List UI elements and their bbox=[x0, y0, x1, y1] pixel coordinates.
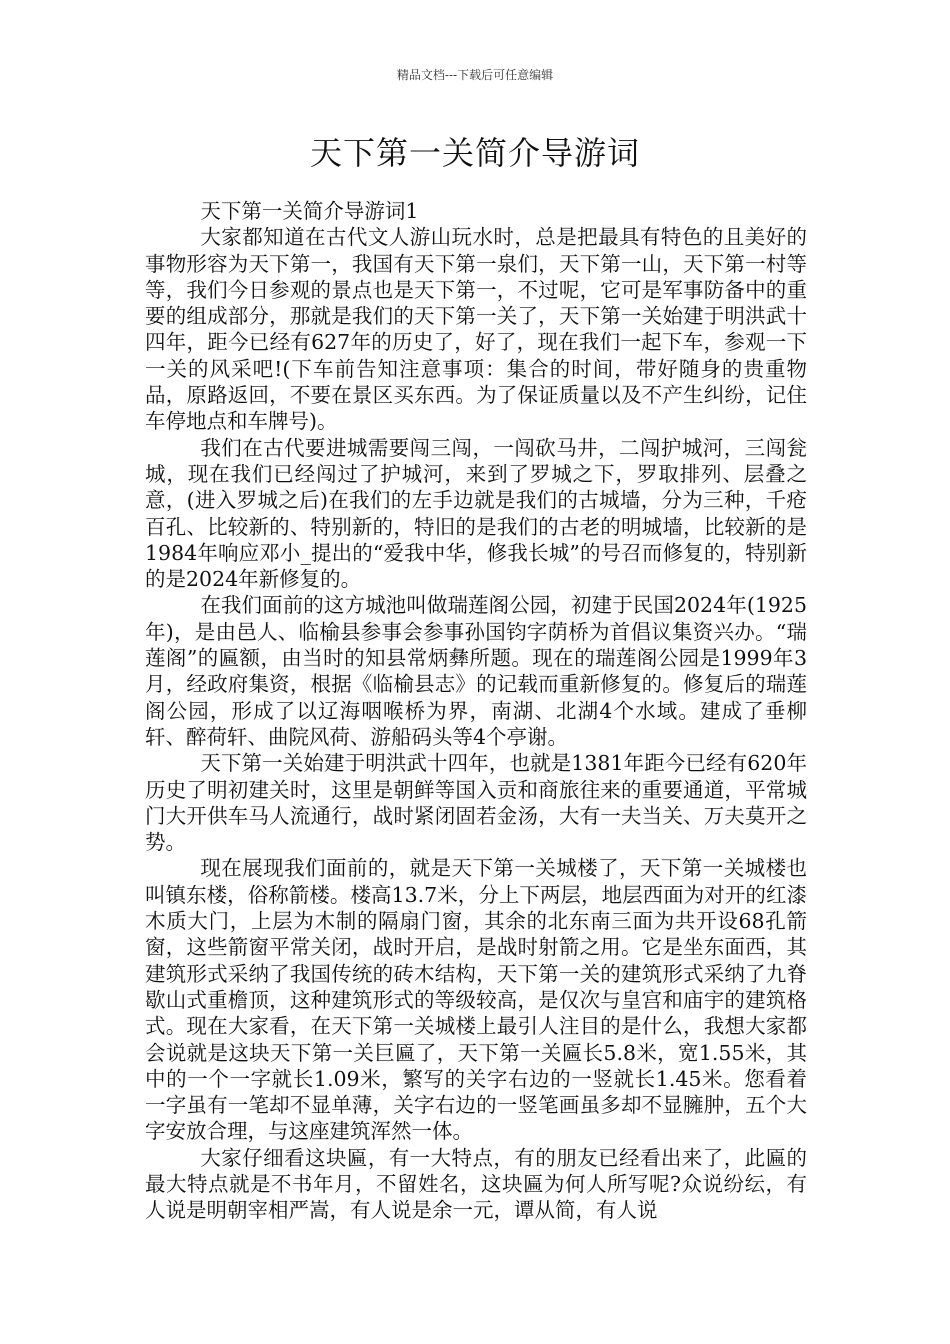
paragraph: 天下第一关始建于明洪武十四年，也就是1381年距今已经有620年历史了明初建关时，这里是朝鲜等国入贡和商旅往来的重要通道，平常城门大开供车马人流通行，战时紧闭固若金汤，大有一夫当关、万夫莫开之势。 bbox=[145, 751, 807, 855]
paragraph: 现在展现我们面前的，就是天下第一关城楼了，天下第一关城楼也叫镇东楼，俗称箭楼。楼高13.7米，分上下两层，地层西面为对开的红漆木质大门，上层为木制的隔扇门窗，其余的北东南三面为共开设68孔箭窗，这些箭窗平常关闭，战时开启，是战时射箭之用。它是坐东面西，其建筑形式采纳了我国传统的砖木结构，天下第一关的建筑形式采纳了九脊歇山式重檐顶，这种建筑形式的等级较高，是仅次与皇宫和庙宇的建筑格式。现在大家看，在天下第一关城楼上最引人注目的是什么，我想大家都会说就是这块天下第一关巨匾了，天下第一关匾长5.8米，宽1.55米，其中的一个一字就长1.09米，繁写的关字右边的一竖就长1.45米。您看着一字虽有一笔却不显单薄，关字右边的一竖笔画虽多却不显臃肿，五个大字安放合理，与这座建筑浑然一体。 bbox=[145, 856, 807, 1144]
paragraph: 大家都知道在古代文人游山玩水时，总是把最具有特色的且美好的事物形容为天下第一，我国有天下第一泉们，天下第一山，天下第一村等等，我们今日参观的景点也是天下第一，不过呢，它可是军事防备中的重要的组成部分，那就是我们的天下第一关了，天下第一关始建于明洪武十四年，距今已经有627年的历史了，好了，现在我们一起下车，参观一下一关的风采吧!(下车前告知注意事项：集合的时间，带好随身的贵重物品，原路返回，不要在景区买东西。为了保证质量以及不产生纠纷，记住车停地点和车牌号)。 bbox=[145, 225, 807, 434]
paragraph: 我们在古代要进城需要闯三闯，一闯砍马井，二闯护城河，三闯瓮城，现在我们已经闯过了护城河，来到了罗城之下，罗取排列、层叠之意，(进入罗城之后)在我们的左手边就是我们的古城墙，分为三种，千疮百孔、比较新的、特别新的，特旧的是我们的古老的明城墙，比较新的是1984年响应邓小_提出的“爱我中华，修我长城”的号召而修复的，特别新的是2024年新修复的。 bbox=[145, 435, 807, 592]
paragraph: 在我们面前的这方城池叫做瑞莲阁公园，初建于民国2024年(1925年)，是由邑人、临榆县参事会参事孙国钧字荫桥为首倡议集资兴办。“瑞莲阁”的匾额，由当时的知县常炳彝所题。现在的瑞莲阁公园是1999年3月，经政府集资，根据《临榆县志》的记载而重新修复的。修复后的瑞莲阁公园，形成了以辽海咽喉桥为界，南湖、北湖4个水域。建成了垂柳轩、醉荷轩、曲院风荷、游船码头等4个亭谢。 bbox=[145, 593, 807, 749]
document-body bbox=[145, 198, 807, 1224]
paragraph: 大家仔细看这块匾，有一大特点，有的朋友已经看出来了，此匾的最大特点就是不书年月，不留姓名，这块匾为何人所写呢?众说纷纭，有人说是明朝宰相严嵩，有人说是余一元，谭从简，有人说 bbox=[145, 1145, 807, 1223]
page-header: 精品文档---下载后可任意编辑 bbox=[396, 68, 554, 82]
paragraph-subtitle: 天下第一关简介导游词1 bbox=[200, 199, 419, 223]
document-title: 天下第一关简介导游词 bbox=[309, 134, 640, 172]
